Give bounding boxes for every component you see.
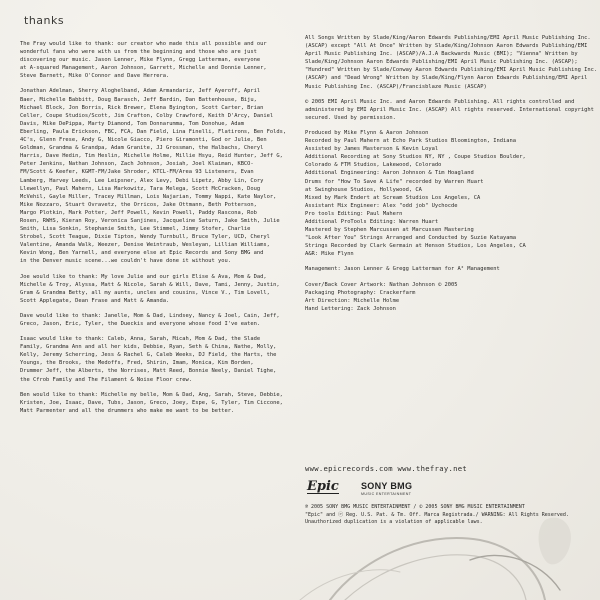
credits-line: Produced by Mike Flynn & Aaron Johnson bbox=[305, 129, 429, 136]
thanks-line: Eberling, Paula Erickson, FBC, FCA, Dan Field, Lina Finelli, Flatirons, Ben Folds, bbox=[20, 128, 287, 135]
thanks-line: Steve Barnett, Mike O'Connor and Dave Herrera. bbox=[20, 73, 170, 80]
credits-line: administered by EMI April Music Inc. (ASCAP) All rights reserved. International copyright bbox=[305, 106, 594, 113]
thanks-line: Llewellyn, Paul Mahern, Lisa Markowitz, Tara Melega, Scott McCracken, Doug bbox=[20, 185, 261, 192]
credits-line: Drums for "How To Save A Life" recorded by Warren Huart bbox=[305, 178, 484, 185]
thanks-line: FM/Scott & Keefer, KGMT-FM/Jake Shroder, KTCL-FM/Area 93 Listeners, Evan bbox=[20, 169, 254, 176]
credits-line: Colorado & FTM Studios, Lakewood, Colorado bbox=[305, 162, 442, 169]
thanks-line: Michael Block, Jon Borris, Rick Brewer, Elena Byington, Scott Carter, Brian bbox=[20, 104, 264, 111]
thanks-line: Peter Jenkins, Nathan Johnson, Zach Johnson, Josiah, Joel Klaiman, KBCO- bbox=[20, 161, 254, 168]
thanks-line: Jonathan Adelman, Sherry Aloghelband, Adam Armandariz, Jeff Ayeroff, April bbox=[20, 88, 261, 95]
thanks-line: Michelle & Troy, Alyssa, Matt & Nicole, Sarah & Will, Dave, Tami, Jenny, Justin, bbox=[20, 281, 280, 288]
sony-bmg-logo: SONY BMG bbox=[361, 481, 413, 491]
thanks-line: Valentine, Amanda Walk, Weezer, Denise Weintraub, Wesleyan, Lillian Williams, bbox=[20, 242, 270, 249]
credits-line: Strings Recorded by Clark Germain at Henson Studios, Los Angeles, CA bbox=[305, 243, 526, 250]
thanks-line: Strobel, Scott Teague, Dixie Tipton, Wendy Turnbull, Bruce Tyler, UCD, Cheryl bbox=[20, 234, 270, 241]
thanks-paragraph bbox=[20, 273, 288, 305]
thanks-line: Family, Grandma Ann and all her kids, Debbie, Ryan, Seth & China, Nathe, Molly, bbox=[20, 344, 277, 351]
thanks-line: Davis, Mike DePippa, Marty Diamond, Tom Donnarumma, Tom Donohue, Adam bbox=[20, 120, 244, 127]
thanks-line: Matt Parmenter and all the drummers who make me want to be better. bbox=[20, 407, 235, 414]
credits-line: © 2005 EMI April Music Inc. and Aaron Edwards Publishing. All rights controlled and bbox=[305, 98, 575, 105]
credits-paragraph bbox=[305, 265, 587, 273]
thanks-line: Kevin Wong, Ben Yarnell, and everyone else at Epic Records and Sony BMG and bbox=[20, 250, 264, 257]
credits-line: at Swinghouse Studios, Hollywood, CA bbox=[305, 186, 422, 193]
thanks-line: Ben would like to thank: Michelle my belle, Mom & Dad, Ang, Sarah, Steve, Debbie, bbox=[20, 391, 283, 398]
thanks-line: Margo Plotkin, Mark Potter, Jeff Powell, Kevin Powell, Paddy Rascona, Rob bbox=[20, 209, 257, 216]
thanks-line: Harris, Dave Hedin, Tim Heslin, Michelle Holme, Millie Hsyu, Reid Hunter, Jeff G, bbox=[20, 153, 283, 160]
sony-bmg-subtitle: MUSIC ENTERTAINMENT bbox=[361, 492, 412, 496]
label-logos bbox=[305, 480, 505, 504]
credits-line: Mixed by Mark Endert at Scream Studios Los Angeles, CA bbox=[305, 194, 481, 201]
thanks-line: Kelly, Jeremy Scherring, Jess & Rachel G, Caleb Weeks, DJ Field, the Harts, the bbox=[20, 352, 277, 359]
credits-line: All Songs Written by Slade/King/Aaron Edwards Publishing/EMI April Music Publishing Inc. bbox=[305, 35, 591, 41]
thanks-line: wonderful fans who were with us from the beginning and those who are just bbox=[20, 49, 257, 56]
thanks-line: at A-squared Management, Aaron Johnson, Garrett, Michelle and Donnie Lenner, bbox=[20, 65, 267, 72]
thanks-line: Celler, Coupe Studios/Scott, Jim Crafton, Colby Crawford, Keith D'Arcy, Daniel bbox=[20, 112, 274, 119]
thanks-line: 4C's, Glenn Frese, Andy G, Nicole Giacco, Piero Giramonti, God or Julie, Ben bbox=[20, 137, 267, 144]
thanks-paragraph bbox=[20, 391, 288, 415]
credits-line: Recorded by Paul Mahern at Echo Park Studios Bloomington, Indiana bbox=[305, 138, 516, 145]
thanks-line: McVehil, Gayle Miller, Tracey Millman, Lois Najarian, Tommy Nappi, Kate Naylor, bbox=[20, 193, 277, 200]
thanks-line: The Fray would like to thank: our creator who made this all possible and our bbox=[20, 41, 267, 47]
thanks-line: Kristen, Joe, Isaac, Dave, Tubs, Jason, Greco, Joey, Espe, G, Tyler, Tim Ciccone, bbox=[20, 399, 283, 406]
credits-line: Slade/King/Johnson Aaron Edwards Publishing/EMI April Music Publishing Inc. (ASCAP); bbox=[305, 59, 578, 66]
thanks-line: Joe would like to thank: My love Julie and our girls Elise & Ava, Mom & Dad, bbox=[20, 273, 267, 280]
thanks-line: discovering our music. Jason Lenner, Mike Flynn, Gregg Latterman, everyone bbox=[20, 57, 261, 64]
credits-line: secured. Used by permission. bbox=[305, 114, 396, 121]
credits-line: Mastered by Stephen Marcussen at Marcussen Mastering bbox=[305, 227, 474, 234]
credits-paragraph bbox=[305, 129, 587, 259]
thanks-line: Mike Nozzaro, Stuart Ovravetz, the Orricos, Jake Ottmann, Beth Potterson, bbox=[20, 201, 257, 208]
credits-line: Additional ProTools Editing: Warren Huart bbox=[305, 218, 439, 225]
credits-line: Music Publishing Inc. (ASCAP)/Francisblaze Music (ASCAP) bbox=[305, 83, 487, 90]
credits-line: (ASCAP) and "Dead Wrong" Written by Slade/King/Flynn Aaron Edwards Publishing/EMI April bbox=[305, 75, 588, 82]
legal-line: ℗ 2005 SONY BMG MUSIC ENTERTAINMENT / © 2005 SONY BMG MUSIC ENTERTAINMENT bbox=[305, 504, 525, 510]
credits-line: Management: Jason Lenner & Gregg Latterman for A² Management bbox=[305, 266, 500, 273]
credits-line: April Music Publishing Inc. (ASCAP)/A.J.A Backwards Music (BMI); "Vienna" Written by bbox=[305, 51, 578, 58]
credits-line: Additional Recording at Sony Studios NY, NY , Coupe Studios Boulder, bbox=[305, 154, 526, 161]
thanks-paragraph bbox=[20, 312, 288, 328]
legal-notice bbox=[305, 504, 587, 527]
credits-line: (ASCAP) except "All At Once" Written by Slade/King/Johnson Aaron Edwards Publishing/EMI bbox=[305, 43, 588, 50]
thanks-line: Rosen, RWHS, Kieran Roy, Veronica Sanjines, Jacqueline Saturn, Jake Smith, Julie bbox=[20, 217, 280, 224]
thanks-line: the Cfrob Family and The Filament & Noise Floor crew. bbox=[20, 376, 193, 383]
thanks-line: Dave would like to thank: Janelle, Mom & Dad, Lindsey, Nancy & Joel, Cain, Jeff, bbox=[20, 312, 280, 319]
credits-paragraph bbox=[305, 281, 587, 313]
thanks-line: in the Denver music scene...we couldn't have done it without you. bbox=[20, 258, 231, 265]
thanks-line: Isaac would like to thank: Caleb, Anna, Sarah, Micah, Mom & Dad, the Slade bbox=[20, 336, 261, 343]
thanks-line: Scott Applegate, Dean Frase and Matt & Amanda. bbox=[20, 297, 170, 304]
thanks-line: Youngs, the Brooks, the Medoffs, Fred, Shirin, Imam, Monica, Kim Borden, bbox=[20, 360, 254, 367]
credits-line: Additional Engineering: Aaron Johnson & Tim Hoagland bbox=[305, 170, 474, 177]
thanks-line: Baer, Michelle Babbitt, Doug Barasch, Jeff Bardin, Dan Battenhouse, Biju, bbox=[20, 96, 257, 103]
credits-paragraph bbox=[305, 98, 594, 122]
credits-line: Art Direction: Michelle Holme bbox=[305, 297, 400, 304]
thanks-paragraph bbox=[20, 335, 288, 384]
thanks-paragraph bbox=[20, 40, 288, 80]
thanks-paragraph bbox=[20, 87, 288, 265]
websites: www.epicrecords.com www.thefray.net bbox=[305, 464, 467, 473]
credits-line: Cover/Back Cover Artwork: Nathan Johnson © 2005 bbox=[305, 281, 458, 288]
credits-paragraph bbox=[305, 34, 598, 91]
credits-line: "Look After You" Strings Arranged and Conducted by Suzie Katayama bbox=[305, 235, 516, 242]
legal-line: "Epic" and ⓔ Reg. U.S. Pat. & Tm. Off. Marca Registrada./ WARNING: All Rights Reserved. bbox=[305, 511, 569, 518]
credits-line: Packaging Photography: Crackerfarm bbox=[305, 289, 416, 296]
credits-column bbox=[305, 34, 598, 320]
credits-line: Pro tools Editing: Paul Mahern bbox=[305, 210, 403, 217]
credits-line: "Hundred" Written by Slade/Conway Aaron Edwards Publishing/EMI April Music Publishing Inc. bbox=[305, 67, 598, 74]
thanks-line: Gram & Grandma Betty, all my aunts, uncles and cousins, Vince V., Tim Lovell, bbox=[20, 289, 270, 296]
credits-line: Assisted by James Masterson & Kevin Loyal bbox=[305, 146, 439, 153]
thanks-line: Smith, Lisa Sonkin, Stephanie Smith, Lee Stimmel, Jimmy Stofer, Charlie bbox=[20, 226, 251, 233]
thanks-line: Lamberg, Harvey Leeds, Lee Leipsner, Alex Levy, Debi Lipetz, Abby Lin, Cory bbox=[20, 177, 264, 184]
legal-line: Unauthorized duplication is a violation of applicable laws. bbox=[305, 519, 483, 526]
credits-line: A&R: Mike Flynn bbox=[305, 251, 354, 258]
thanks-line: Greco, Jason, Eric, Tyler, the Dueckis and everyone whose food I've eaten. bbox=[20, 321, 261, 327]
credits-line: Assistant Mix Engineer: Alex "odd job" Uychocde bbox=[305, 202, 458, 209]
epic-logo: Epic bbox=[307, 479, 339, 494]
page-title: thanks bbox=[24, 14, 65, 27]
thanks-line: Goldman, Grandma & Grandpa, Adam Granite, JJ Grossman, the Halbachs, Cheryl bbox=[20, 145, 264, 152]
thanks-line: Drummer Jeff, the Alberts, the Norrises, Matt Reed, Bonnie Neely, Daniel Tighe, bbox=[20, 368, 277, 375]
thanks-column bbox=[20, 40, 288, 422]
credits-line: Hand Lettering: Zack Johnson bbox=[305, 305, 396, 312]
